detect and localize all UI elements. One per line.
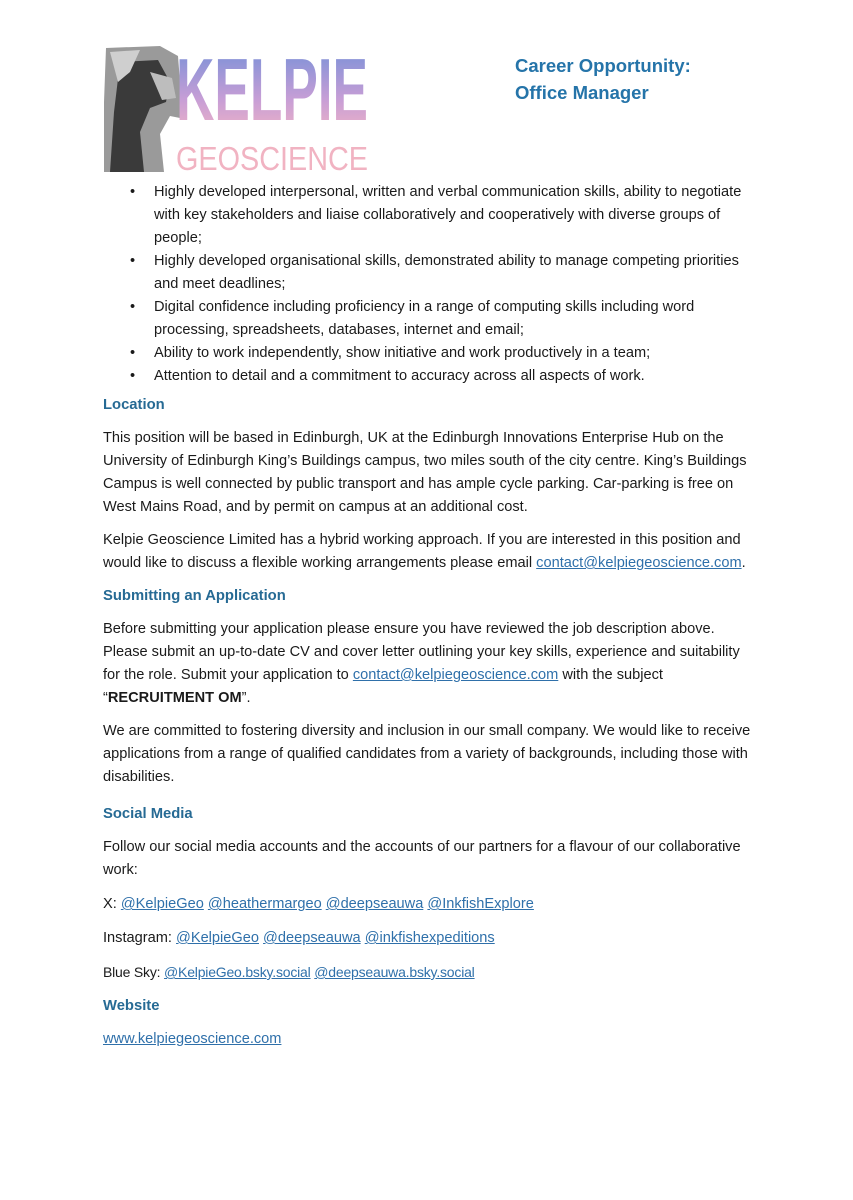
social-media-heading: Social Media [103, 806, 193, 822]
bullet-text: Ability to work independently, show initiative and work productively in a team; [154, 345, 651, 361]
kelpie-geoscience-logo [100, 42, 375, 178]
bullet-icon: • [130, 299, 136, 315]
x-link-deepseauwa[interactable]: @deepseauwa [325, 896, 424, 912]
x-accounts [103, 893, 753, 916]
subject-text: with the subject “ [103, 667, 663, 706]
social-media-section [103, 836, 753, 984]
website-link[interactable]: www.kelpiegeoscience.com [103, 1031, 282, 1047]
instagram-label: Instagram: [103, 930, 172, 946]
x-link-inkfishexplore[interactable]: @InkfishExplore [427, 896, 534, 912]
bullet-icon: • [130, 253, 136, 269]
document-body [103, 181, 753, 1061]
bullet-text: Attention to detail and a commitment to accuracy across all aspects of work. [154, 368, 645, 384]
hybrid-paragraph [103, 529, 753, 575]
bullet-text: Digital confidence including proficiency in a range of computing skills including word processing, spreadsheets, databases, internet and email; [154, 299, 695, 338]
punctuation: . [741, 555, 746, 571]
instagram-link-deepseauwa[interactable]: @deepseauwa [263, 930, 361, 946]
list-item [130, 250, 753, 296]
website-paragraph [103, 1028, 753, 1051]
bullet-icon: • [130, 184, 136, 200]
requirements-list [103, 181, 753, 388]
x-link-heathermargeo[interactable]: @heathermargeo [207, 896, 322, 912]
title-line-1: Career Opportunity: [515, 55, 691, 76]
application-email-link[interactable]: contact@kelpiegeoscience.com [352, 667, 559, 683]
logo-geoscience-text: GEOSCIENCE [176, 140, 368, 177]
list-item [130, 181, 753, 250]
location-heading: Location [103, 397, 165, 413]
list-item [130, 342, 753, 365]
instagram-link-kelpiegeo[interactable]: @KelpieGeo [176, 930, 259, 946]
social-intro: Follow our social media accounts and the accounts of our partners for a flavour of our collaborative work: [103, 839, 741, 878]
diversity-paragraph: We are committed to fostering diversity and inclusion in our small company. We would like to receive applications from a range of qualified candidates from a variety of backgrounds, including those with disabilities. [103, 723, 751, 785]
website-heading: Website [103, 998, 160, 1014]
subject-line: RECRUITMENT OM [107, 690, 242, 706]
horse-head-icon [104, 46, 186, 172]
x-link-kelpiegeo[interactable]: @KelpieGeo [120, 896, 204, 912]
x-label: X: [103, 896, 117, 912]
logo-kelpie-text: KELPIE [176, 40, 368, 139]
application-heading: Submitting an Application [103, 588, 286, 604]
bullet-icon: • [130, 345, 136, 361]
title-line-2: Office Manager [515, 82, 649, 103]
instagram-link-inkfishexpeditions[interactable]: @inkfishexpeditions [364, 930, 495, 946]
location-paragraph: This position will be based in Edinburgh, UK at the Edinburgh Innovations Enterprise Hub on the University of Edinburgh King’s Buildings campus, two miles south of the city centre. King’s Buildings Campus is well connected by public transport and has ample cycle parking. Car-parking is free on West Mains Road, and by permit on campus at an additional cost. [103, 430, 747, 515]
hybrid-text: Kelpie Geoscience Limited has a hybrid working approach. If you are interested in this position and would like to discuss a flexible working arrangements please email [103, 532, 741, 571]
bullet-text: Highly developed organisational skills, demonstrated ability to manage competing priorities and meet deadlines; [154, 253, 739, 292]
application-text: Before submitting your application please ensure you have reviewed the job description above. Please submit an up-to-date CV and cover letter outlining your key skills, experience and suitability for the role. Submit your application to [103, 621, 740, 683]
bluesky-accounts [103, 961, 753, 984]
bullet-icon: • [130, 368, 136, 384]
application-paragraph [103, 618, 753, 710]
list-item [130, 296, 753, 342]
list-item [130, 365, 753, 388]
bluesky-link-kelpiegeo[interactable]: @KelpieGeo.bsky.social [164, 964, 311, 980]
page-title [515, 52, 691, 106]
instagram-accounts [103, 927, 753, 950]
contact-email-link[interactable]: contact@kelpiegeoscience.com [536, 555, 742, 571]
bluesky-link-deepseauwa[interactable]: @deepseauwa.bsky.social [314, 964, 475, 980]
punctuation: ”. [241, 690, 251, 706]
bullet-text: Highly developed interpersonal, written and verbal communication skills, ability to negotiate with key stakeholders and liaise collaboratively and cooperatively with diverse groups of people; [154, 184, 742, 246]
bluesky-label: Blue Sky: [103, 964, 161, 980]
